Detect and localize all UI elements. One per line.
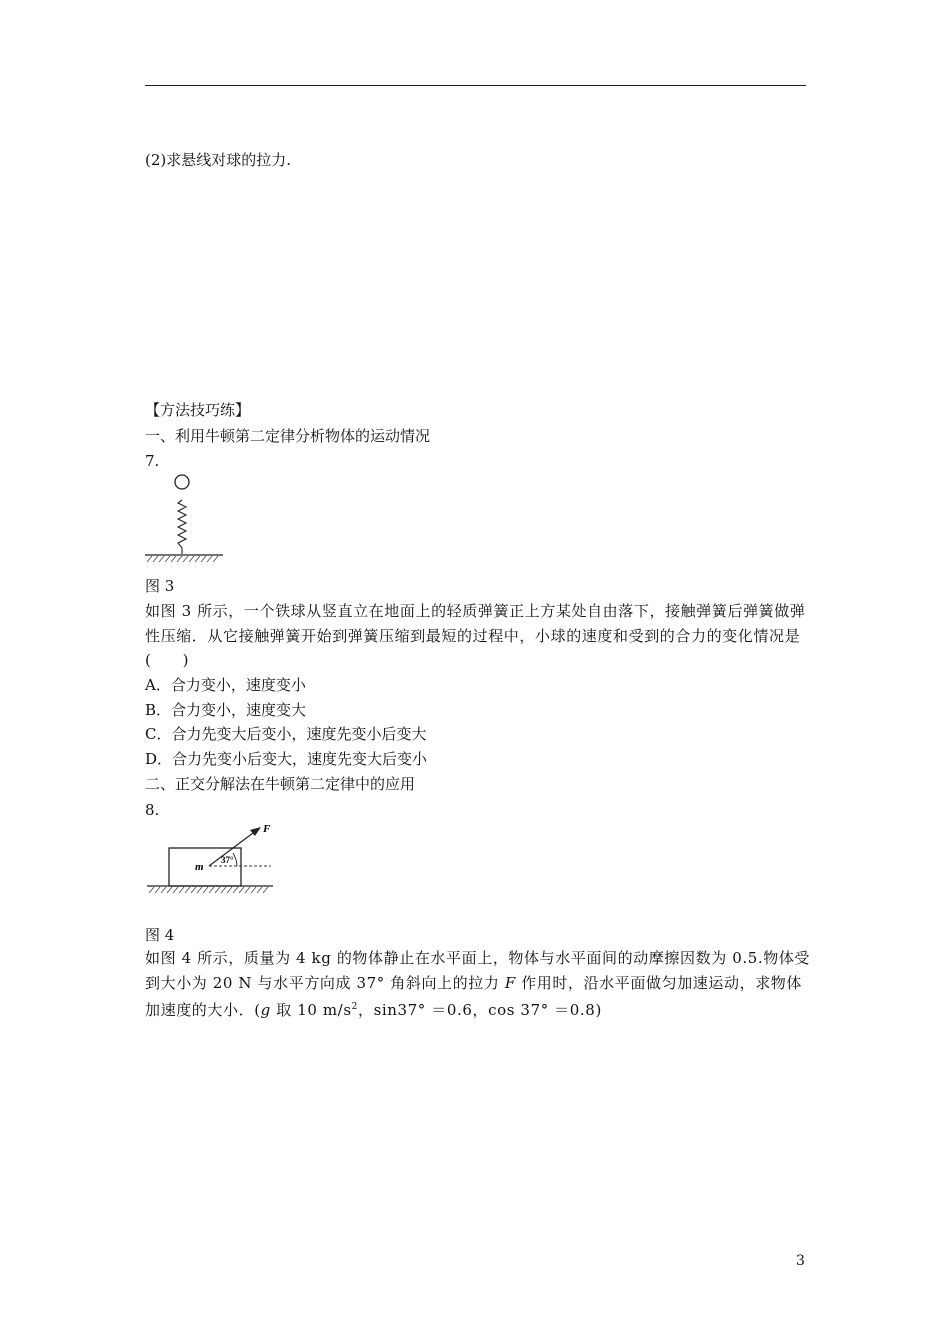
section-header: 【方法技巧练】 xyxy=(145,401,251,419)
section-1-title: 一、利用牛顿第二定律分析物体的运动情况 xyxy=(145,427,431,445)
question-7-text: 如图 3 所示，一个铁球从竖直立在地面上的轻质弹簧正上方某处自由落下，接触弹簧后弹簧做弹性压缩．从它接触弹簧开始到弹簧压缩到最短的过程中，小球的速度和受到的合力的变化情况是( ) xyxy=(145,602,806,669)
section-2-title: 二、正交分解法在牛顿第二定律中的应用 xyxy=(145,775,416,793)
block xyxy=(169,848,241,886)
q8-g-symbol: g xyxy=(260,1001,271,1019)
spring-ball-figure xyxy=(145,470,230,566)
ground-hatch xyxy=(147,556,218,562)
q8-force-symbol: F xyxy=(504,973,516,992)
question-7-option-d: D．合力先变小后变大，速度先变大后变小 xyxy=(145,750,428,768)
header-rule xyxy=(145,85,806,86)
q8-text-2: 作用时，沿水平面做匀加速运动，求物体加速度的大小．( xyxy=(145,973,802,1019)
q8-superscript: 2 xyxy=(351,1002,358,1012)
force-label: F xyxy=(263,823,271,835)
question-7-option-a: A．合力变小，速度变小 xyxy=(145,676,306,694)
iron-ball xyxy=(175,475,189,489)
question-6-part-2: (2)求悬线对球的拉力. xyxy=(145,151,292,169)
question-8-number: 8. xyxy=(145,801,160,819)
question-8-text xyxy=(145,946,810,1023)
page-number: 3 xyxy=(796,1253,805,1269)
question-7-option-b: B．合力变小，速度变大 xyxy=(145,701,307,719)
figure-4-label: 图 4 xyxy=(145,926,175,944)
angle-label: 37° xyxy=(221,855,234,865)
question-7-number: 7. xyxy=(145,452,160,470)
question-7-option-c: C．合力先变大后变小，速度先变小后变大 xyxy=(145,725,427,743)
q8-text-3: 取 10 m/s xyxy=(270,1001,352,1019)
spring xyxy=(178,500,186,554)
floor-hatch xyxy=(149,887,268,893)
block-force-figure xyxy=(145,820,280,900)
q8-text-1: 如图 4 所示，质量为 4 kg 的物体静止在水平面上，物体与水平面间的动摩擦因数为 0.5.物体受到大小为 20 N 与水平方向成 37° 角斜向上的拉力 xyxy=(145,949,811,992)
figure-3-label: 图 3 xyxy=(145,577,175,595)
q8-text-4: ，sin37° ＝0.6，cos 37° ＝0.8) xyxy=(357,1001,602,1019)
mass-label: m xyxy=(195,861,204,873)
